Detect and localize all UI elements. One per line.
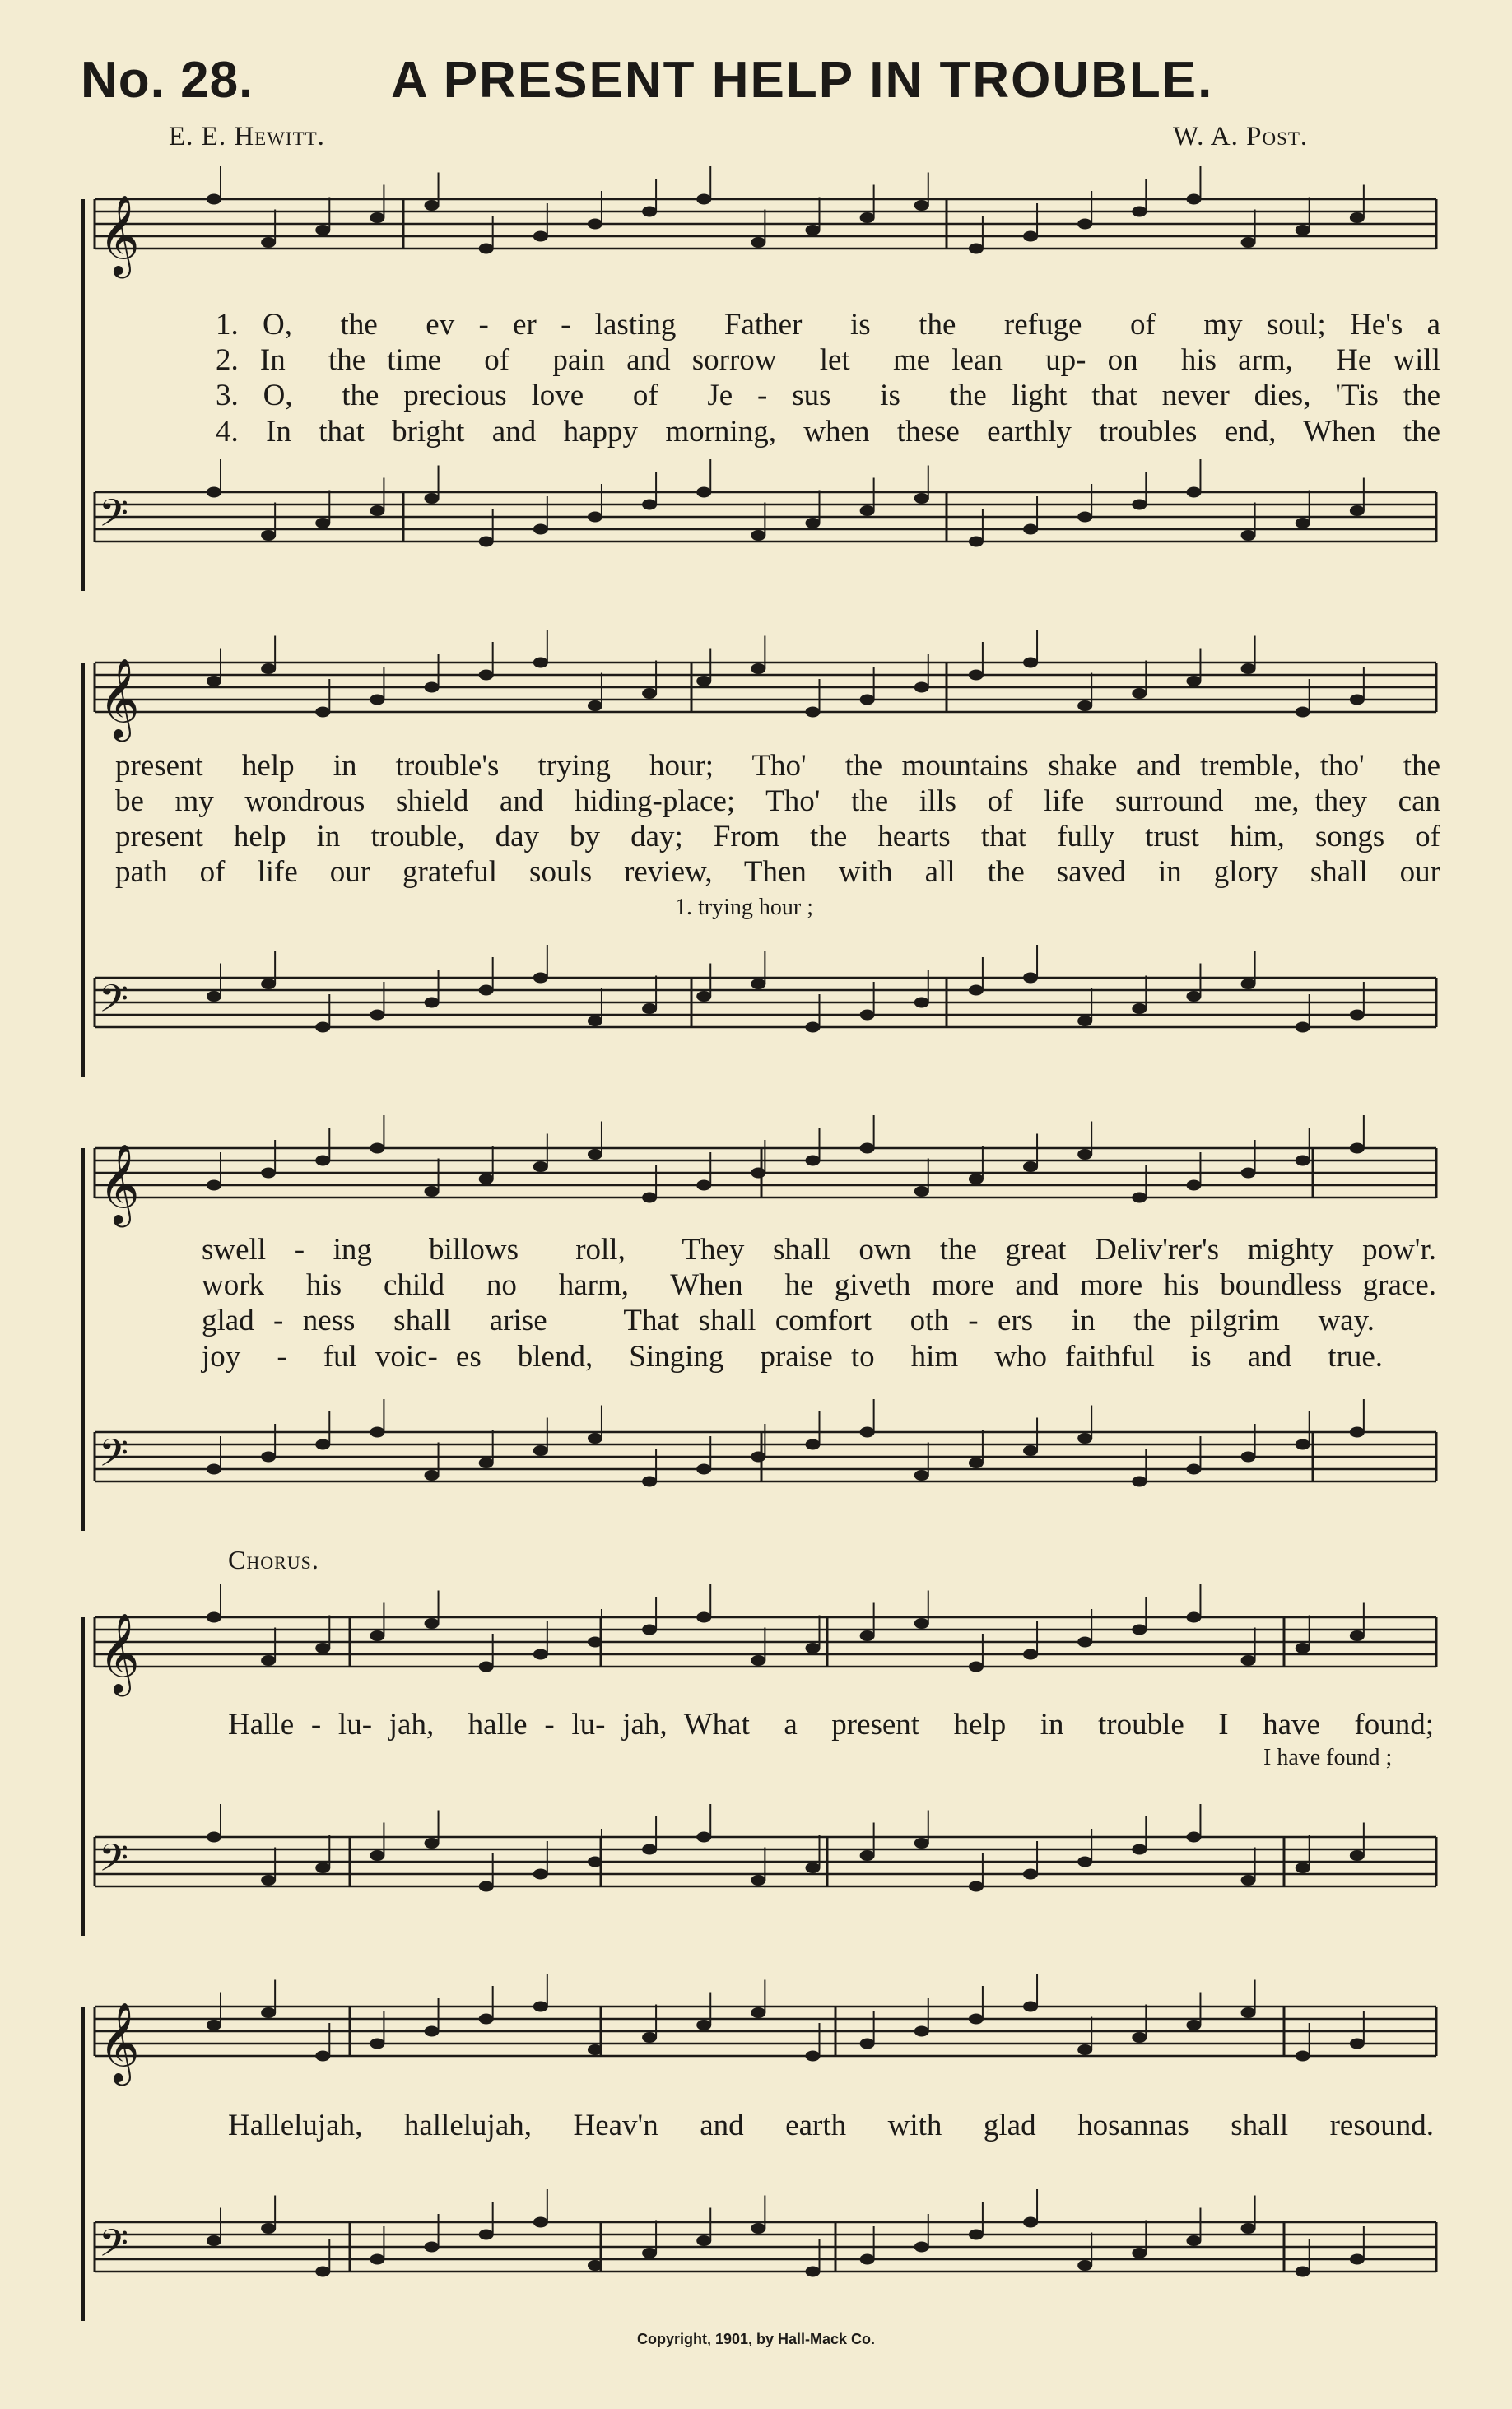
note-head [751, 2007, 765, 2018]
note-head [479, 2014, 494, 2025]
note-head [1077, 512, 1092, 523]
note-head [261, 1168, 276, 1179]
note-head [588, 700, 602, 711]
note-head [860, 1143, 875, 1154]
note-head [1350, 695, 1365, 705]
note-head [533, 2002, 548, 2012]
note-head [1296, 225, 1310, 235]
note-head [1241, 1655, 1256, 1666]
note-head [425, 1838, 440, 1849]
note-head [696, 676, 711, 686]
note-head [533, 1869, 548, 1880]
note-head [1023, 1445, 1038, 1456]
note-head [370, 1630, 384, 1641]
note-head [261, 1655, 276, 1666]
note-head [1241, 1875, 1256, 1886]
bass-staff [0, 961, 1512, 1093]
note-head [261, 237, 276, 248]
note-head [261, 1875, 276, 1886]
note-head [261, 663, 276, 674]
note-head [207, 1832, 221, 1843]
bass-staff [0, 2206, 1512, 2337]
note-head [261, 2223, 276, 2234]
note-head [914, 200, 929, 211]
note-head [914, 1618, 929, 1629]
note-head [1132, 2032, 1147, 2043]
note-head [914, 682, 929, 693]
note-head [914, 2026, 929, 2037]
lyric-line: 4. In that bright and happy morning, when these earthly troubles end, When the [216, 415, 1440, 449]
note-head [315, 1643, 330, 1653]
lyric-line: work his child no harm, When he giveth more and more his boundless grace. [202, 1268, 1436, 1302]
note-head [1241, 1168, 1256, 1179]
note-head [425, 998, 440, 1008]
note-head [533, 658, 548, 668]
note-head [1132, 1844, 1147, 1855]
note-head [1350, 505, 1365, 516]
note-head [1296, 1863, 1310, 1873]
note-head [642, 207, 657, 217]
note-head [207, 676, 221, 686]
system-bracket [81, 663, 85, 1077]
note-head [860, 1850, 875, 1861]
bass-clef-icon: 𝄢 [99, 491, 129, 545]
note-head [1296, 2267, 1310, 2277]
note-head [969, 2230, 984, 2240]
note-head [1350, 1850, 1365, 1861]
note-head [261, 2007, 276, 2018]
note-head [315, 2051, 330, 2062]
note-head [696, 1612, 711, 1623]
lyric-line: 1. O, the ev - er - lasting Father is the refuge of my soul; He's a [216, 308, 1440, 342]
note-head [1186, 2020, 1201, 2030]
note-head [751, 979, 765, 989]
lyric-line: swell - ing billows roll, They shall own the great Deliv'rer's mighty pow'r. [202, 1233, 1436, 1267]
note-head [1077, 1857, 1092, 1867]
note-head [370, 212, 384, 223]
note-head [533, 973, 548, 984]
note-head [1186, 1180, 1201, 1191]
note-head [696, 2020, 711, 2030]
note-head [1132, 1193, 1147, 1203]
note-head [1077, 1149, 1092, 1160]
note-head [207, 194, 221, 205]
note-head [315, 518, 330, 528]
note-head [1023, 524, 1038, 535]
note-head [588, 1857, 602, 1867]
note-head [479, 537, 494, 547]
note-head [1296, 1022, 1310, 1033]
system-bracket [81, 1617, 85, 1936]
note-head [969, 537, 984, 547]
note-head [533, 1161, 548, 1172]
note-head [642, 2032, 657, 2043]
note-head [315, 1863, 330, 1873]
note-head [370, 2254, 384, 2265]
note-head [1132, 1003, 1147, 1014]
system-bracket [81, 1148, 85, 1531]
note-head [642, 1193, 657, 1203]
bass-clef-icon: 𝄢 [99, 2221, 129, 2275]
note-head [1077, 700, 1092, 711]
note-head [588, 512, 602, 523]
note-head [370, 695, 384, 705]
note-head [806, 225, 821, 235]
note-head [425, 2242, 440, 2253]
note-head [1350, 1427, 1365, 1438]
note-head [1186, 991, 1201, 1002]
note-head [969, 1458, 984, 1468]
note-head [1296, 1439, 1310, 1450]
note-head [860, 2039, 875, 2049]
note-head [1023, 658, 1038, 668]
note-head [642, 500, 657, 510]
composer-credit: W. A. Post. [1173, 122, 1309, 151]
note-head [642, 1477, 657, 1487]
note-head [370, 1427, 384, 1438]
note-head [751, 530, 765, 541]
note-head [1186, 1612, 1201, 1623]
note-head [1023, 2002, 1038, 2012]
note-head [479, 1458, 494, 1468]
note-head [1077, 2044, 1092, 2055]
note-head [533, 524, 548, 535]
bass-staff [0, 1416, 1512, 1547]
note-head [207, 2020, 221, 2030]
lyricist-credit: E. E. Hewitt. [169, 122, 325, 151]
note-head [914, 1838, 929, 1849]
hymn-title: A PRESENT HELP IN TROUBLE. [391, 52, 1214, 109]
note-head [479, 1174, 494, 1184]
lyric-line: 2. In the time of pain and sorrow let me lean up- on his arm, He will [216, 343, 1440, 377]
chorus-label: Chorus. [228, 1545, 319, 1574]
note-head [751, 2223, 765, 2234]
note-head [479, 244, 494, 254]
note-head [370, 1850, 384, 1861]
note-head [1296, 1643, 1310, 1653]
note-head [1241, 530, 1256, 541]
note-head [479, 2230, 494, 2240]
treble-staff [0, 183, 1512, 314]
bass-staff [0, 1821, 1512, 1952]
note-head [1296, 1156, 1310, 1166]
note-head [696, 991, 711, 1002]
note-head [806, 1022, 821, 1033]
note-head [969, 1174, 984, 1184]
note-head [696, 1464, 711, 1475]
note-head [696, 1832, 711, 1843]
note-head [1350, 212, 1365, 223]
note-head [315, 1156, 330, 1166]
bass-clef-icon: 𝄢 [99, 977, 129, 1030]
copyright-notice: Copyright, 1901, by Hall-Mack Co. [636, 2331, 876, 2347]
note-head [1241, 1452, 1256, 1463]
note-head [1077, 219, 1092, 230]
note-head [751, 237, 765, 248]
note-head [1132, 2248, 1147, 2258]
note-head [533, 1649, 548, 1660]
treble-clef-icon: 𝄞 [99, 658, 140, 738]
note-head [969, 985, 984, 996]
note-head [1132, 688, 1147, 699]
lyric-line: present help in trouble's trying hour; Tho' the mountains shake and tremble, tho' the [115, 749, 1440, 783]
note-head [588, 1637, 602, 1648]
note-head [1023, 1161, 1038, 1172]
note-head [425, 1470, 440, 1481]
note-head [860, 695, 875, 705]
note-head [207, 1180, 221, 1191]
note-head [1296, 2051, 1310, 2062]
note-head [370, 2039, 384, 2049]
note-head [806, 1643, 821, 1653]
lyric-line: glad - ness shall arise That shall comfort oth - ers in the pilgrim way. [202, 1304, 1375, 1337]
lyric-line: be my wondrous shield and hiding-place; Tho' the ills of life surround me, they can [115, 784, 1440, 818]
treble-clef-icon: 𝄞 [99, 194, 140, 275]
note-head [642, 688, 657, 699]
note-head [425, 682, 440, 693]
note-head [370, 1143, 384, 1154]
note-head [588, 2260, 602, 2271]
note-head [315, 2267, 330, 2277]
note-head [914, 493, 929, 504]
note-head [969, 2014, 984, 2025]
note-head [425, 2026, 440, 2037]
note-head [1241, 237, 1256, 248]
note-head [1296, 518, 1310, 528]
note-head [207, 1612, 221, 1623]
note-head [261, 1452, 276, 1463]
note-head [261, 530, 276, 541]
note-head [1077, 1637, 1092, 1648]
note-head [751, 1452, 765, 1463]
system-bracket [81, 199, 85, 591]
note-head [1023, 2217, 1038, 2228]
note-head [1241, 663, 1256, 674]
variant-note: I have found ; [1263, 1745, 1393, 1770]
note-head [588, 2044, 602, 2055]
note-head [207, 1464, 221, 1475]
variant-note: 1. trying hour ; [675, 895, 813, 920]
bass-staff [0, 476, 1512, 607]
note-head [806, 707, 821, 718]
note-head [1023, 973, 1038, 984]
note-head [696, 2235, 711, 2246]
note-head [1132, 1477, 1147, 1487]
note-head [1132, 207, 1147, 217]
note-head [806, 1439, 821, 1450]
treble-clef-icon: 𝄞 [99, 1612, 140, 1693]
note-head [696, 487, 711, 498]
note-head [315, 225, 330, 235]
note-head [315, 707, 330, 718]
note-head [1186, 2235, 1201, 2246]
note-head [425, 493, 440, 504]
note-head [425, 1186, 440, 1197]
note-head [1186, 676, 1201, 686]
note-head [1023, 1649, 1038, 1660]
note-head [1132, 500, 1147, 510]
note-head [207, 487, 221, 498]
note-head [860, 2254, 875, 2265]
note-head [642, 1844, 657, 1855]
note-head [1296, 707, 1310, 718]
note-head [1023, 231, 1038, 242]
note-head [642, 1003, 657, 1014]
note-head [969, 670, 984, 681]
note-head [696, 194, 711, 205]
note-head [315, 1022, 330, 1033]
note-head [751, 1168, 765, 1179]
note-head [751, 663, 765, 674]
hymn-number: No. 28. [81, 52, 254, 109]
note-head [806, 1156, 821, 1166]
note-head [533, 2217, 548, 2228]
treble-staff [0, 1990, 1512, 2122]
note-head [969, 1881, 984, 1892]
treble-clef-icon: 𝄞 [99, 1143, 140, 1224]
note-head [806, 2051, 821, 2062]
treble-clef-icon: 𝄞 [99, 2002, 140, 2082]
bass-clef-icon: 𝄢 [99, 1836, 129, 1890]
note-head [479, 670, 494, 681]
note-head [914, 1470, 929, 1481]
note-head [696, 1180, 711, 1191]
note-head [370, 505, 384, 516]
note-head [425, 200, 440, 211]
note-head [1186, 1832, 1201, 1843]
lyric-line: Hallelujah, hallelujah, Heav'n and earth with glad hosannas shall resound. [228, 2109, 1434, 2142]
lyric-line: 3. O, the precious love of Je - sus is the light that never dies, 'Tis the [216, 379, 1440, 412]
note-head [1350, 1630, 1365, 1641]
note-head [806, 2267, 821, 2277]
note-head [1350, 2039, 1365, 2049]
note-head [1077, 1016, 1092, 1026]
note-head [588, 219, 602, 230]
note-head [860, 1427, 875, 1438]
note-head [207, 2235, 221, 2246]
note-head [860, 1630, 875, 1641]
note-head [642, 1625, 657, 1635]
note-head [1077, 1433, 1092, 1444]
lyric-line: joy - ful voic- es blend, Singing praise to him who faithful is and true. [202, 1340, 1383, 1374]
note-head [914, 1186, 929, 1197]
note-head [1241, 979, 1256, 989]
note-head [533, 1445, 548, 1456]
note-head [806, 1863, 821, 1873]
note-head [914, 2242, 929, 2253]
lyric-line: present help in trouble, day by day; From the hearts that fully trust him, songs of [115, 820, 1440, 853]
note-head [370, 1010, 384, 1021]
note-head [1023, 1869, 1038, 1880]
note-head [1132, 1625, 1147, 1635]
note-head [969, 1662, 984, 1672]
note-head [1186, 487, 1201, 498]
note-head [588, 1149, 602, 1160]
note-head [425, 1618, 440, 1629]
note-head [479, 985, 494, 996]
note-head [533, 231, 548, 242]
note-head [1350, 2254, 1365, 2265]
note-head [751, 1655, 765, 1666]
note-head [315, 1439, 330, 1450]
lyric-line: path of life our grateful souls review, Then with all the saved in glory shall our [115, 855, 1440, 889]
note-head [860, 505, 875, 516]
note-head [1241, 2223, 1256, 2234]
note-head [207, 991, 221, 1002]
lyric-line: Halle - lu- jah, halle - lu- jah, What a present help in trouble I have found; [228, 1708, 1434, 1742]
note-head [751, 1875, 765, 1886]
note-head [479, 1662, 494, 1672]
note-head [1350, 1143, 1365, 1154]
note-head [914, 998, 929, 1008]
note-head [860, 212, 875, 223]
system-bracket [81, 2007, 85, 2321]
note-head [1186, 1464, 1201, 1475]
note-head [860, 1010, 875, 1021]
note-head [588, 1016, 602, 1026]
bass-clef-icon: 𝄢 [99, 1431, 129, 1485]
note-head [1241, 2007, 1256, 2018]
note-head [1186, 194, 1201, 205]
note-head [479, 1881, 494, 1892]
note-head [1350, 1010, 1365, 1021]
note-head [588, 1433, 602, 1444]
note-head [642, 2248, 657, 2258]
note-head [1077, 2260, 1092, 2271]
note-head [261, 979, 276, 989]
note-head [969, 244, 984, 254]
note-head [806, 518, 821, 528]
